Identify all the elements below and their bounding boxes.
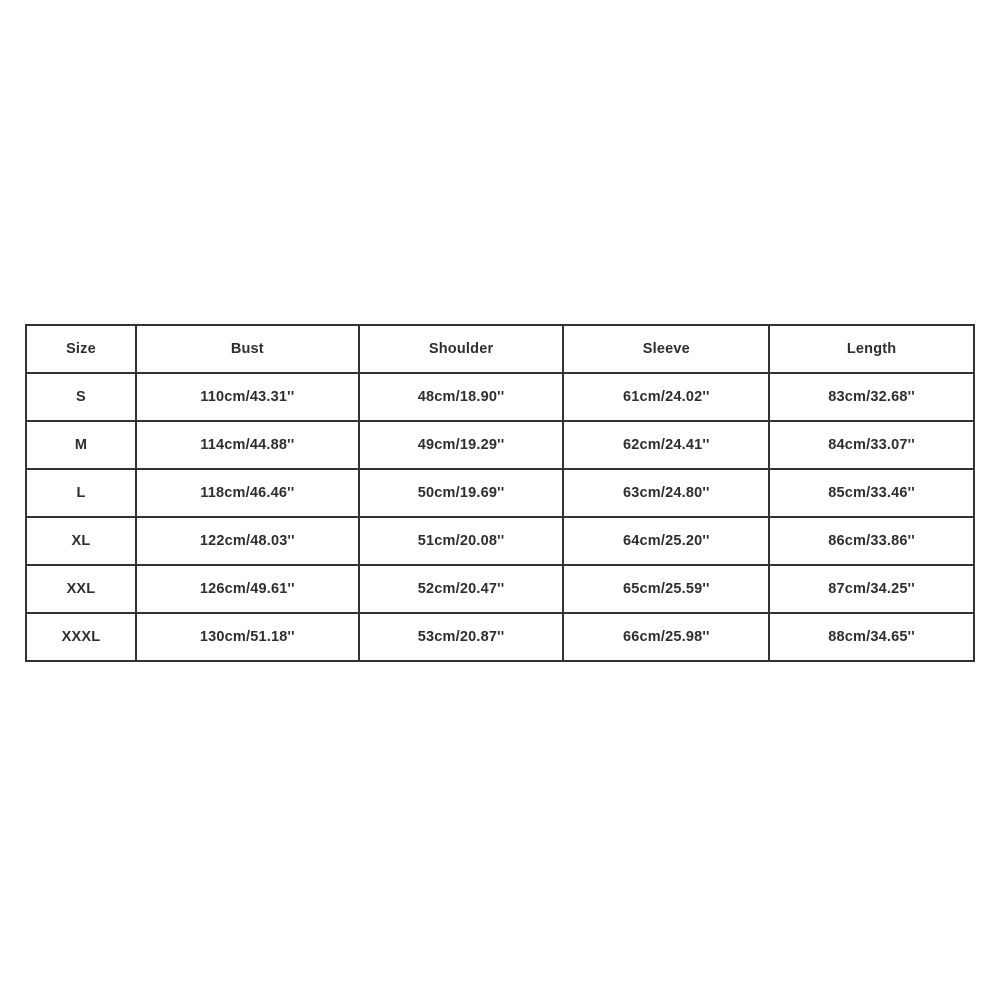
cell-sleeve: 62cm/24.41''	[563, 421, 769, 469]
cell-bust: 110cm/43.31''	[136, 373, 359, 421]
cell-sleeve: 64cm/25.20''	[563, 517, 769, 565]
cell-size: S	[26, 373, 136, 421]
cell-bust: 118cm/46.46''	[136, 469, 359, 517]
column-header-bust: Bust	[136, 325, 359, 373]
cell-shoulder: 50cm/19.69''	[359, 469, 564, 517]
cell-length: 88cm/34.65''	[769, 613, 974, 661]
cell-length: 84cm/33.07''	[769, 421, 974, 469]
table-row-xxxl	[26, 613, 974, 661]
cell-length: 85cm/33.46''	[769, 469, 974, 517]
cell-length: 87cm/34.25''	[769, 565, 974, 613]
cell-shoulder: 48cm/18.90''	[359, 373, 564, 421]
table-row-l	[26, 469, 974, 517]
cell-size: M	[26, 421, 136, 469]
column-header-shoulder: Shoulder	[359, 325, 564, 373]
cell-shoulder: 53cm/20.87''	[359, 613, 564, 661]
column-header-sleeve: Sleeve	[563, 325, 769, 373]
cell-length: 86cm/33.86''	[769, 517, 974, 565]
cell-size: L	[26, 469, 136, 517]
cell-bust: 114cm/44.88''	[136, 421, 359, 469]
cell-bust: 130cm/51.18''	[136, 613, 359, 661]
cell-size: XL	[26, 517, 136, 565]
table-row-xl	[26, 517, 974, 565]
cell-sleeve: 65cm/25.59''	[563, 565, 769, 613]
table-row-s	[26, 373, 974, 421]
column-header-length: Length	[769, 325, 974, 373]
cell-sleeve: 63cm/24.80''	[563, 469, 769, 517]
column-header-size: Size	[26, 325, 136, 373]
cell-size: XXL	[26, 565, 136, 613]
cell-bust: 126cm/49.61''	[136, 565, 359, 613]
size-chart-table	[25, 324, 975, 662]
cell-length: 83cm/32.68''	[769, 373, 974, 421]
cell-shoulder: 52cm/20.47''	[359, 565, 564, 613]
size-chart-container	[25, 324, 975, 662]
cell-bust: 122cm/48.03''	[136, 517, 359, 565]
cell-sleeve: 61cm/24.02''	[563, 373, 769, 421]
header-row	[26, 325, 974, 373]
cell-shoulder: 51cm/20.08''	[359, 517, 564, 565]
table-row-xxl	[26, 565, 974, 613]
table-row-m	[26, 421, 974, 469]
cell-size: XXXL	[26, 613, 136, 661]
cell-sleeve: 66cm/25.98''	[563, 613, 769, 661]
cell-shoulder: 49cm/19.29''	[359, 421, 564, 469]
